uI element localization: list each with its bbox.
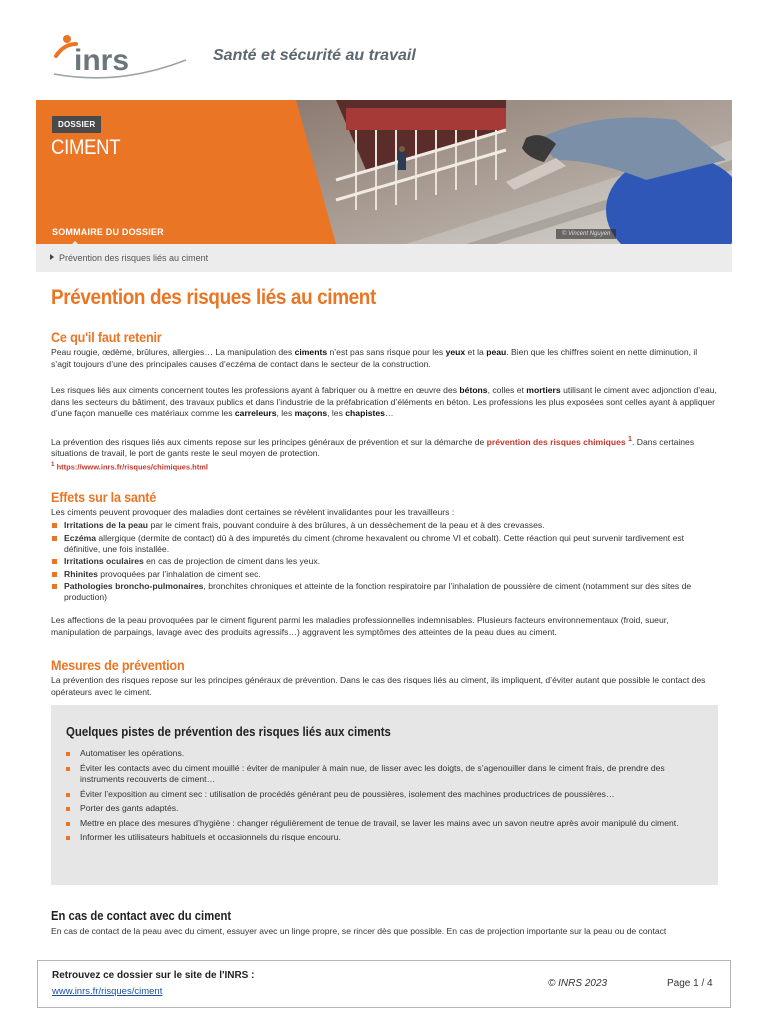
- paragraph-mesures-intro: La prévention des risques repose sur les principes généraux de prévention. Dans le cas des risques liés au ciment, ils impliquent, d’éviter autant que possible le contact des opérateurs avec le ciment.: [51, 675, 706, 697]
- paragraph-contact: En cas de contact de la peau avec du ciment, essuyer avec un linge propre, se rincer dès que possible. En cas de projection importante sur la peau ou de contact: [51, 926, 667, 936]
- dossier-title: CIMENT: [51, 136, 121, 159]
- list-item: [51, 520, 719, 531]
- sante-list: [51, 520, 719, 605]
- paragraph-retenir-2: [51, 385, 719, 420]
- paragraph-retenir-1: [51, 347, 719, 370]
- text-run: provoquées par l’inhalation de ciment sec.: [97, 568, 261, 579]
- bold-term: Eczéma: [64, 532, 97, 543]
- bold-term: mortiers: [526, 385, 561, 395]
- bold-term: ciments: [294, 347, 328, 357]
- text-run: en cas de projection de ciment dans les yeux.: [143, 556, 321, 566]
- paragraph-sante-outro: Les affections de la peau provoquées par le ciment figurent parmi les maladies professionnelles indemnisables. Plusieurs facteurs environnementaux (froid, sueur, manipulation de parpaings, lavage avec des produits agressifs…) aggravent les symptômes des atteintes de la peau dues au ciment.: [51, 615, 669, 637]
- bold-term: chapistes: [345, 408, 385, 418]
- text-run: . Bien que les chiffres soient en nette diminution, il s’agit toujours d’une des principales causes d’eczéma de contact dans le secteur de la construction.: [51, 347, 698, 369]
- prevention-box-list: [65, 748, 705, 847]
- list-item: Mettre en place des mesures d’hygiène : changer régulièrement de tenue de travail, se laver les mains avec un savon neutre après avoir manipulé du ciment.: [65, 818, 705, 830]
- footer-title: Retrouvez ce dossier sur le site de l'INRS :: [52, 970, 255, 981]
- page-footer: [37, 960, 731, 1008]
- text-run: Peau rougie, œdème, brûlures, allergies… La manipulation des: [51, 347, 295, 357]
- text-run: , colles et: [487, 385, 527, 395]
- list-item: [51, 533, 719, 555]
- text-run: Les risques liés aux ciments concernent toutes les professions ayant à fabriquer ou à mettre en œuvre des: [51, 385, 460, 395]
- text-run: utilisant le ciment avec adjonction d’eau, dans les secteurs du bâtiment, des travaux publics et dans l’industrie de la préfabrication d’éléments en béton. Les professions les plus exposées sont celles ayant à appliquer d’une façon manuelle ces matériaux comme les: [51, 385, 717, 418]
- prevention-box-title: Quelques pistes de prévention des risques liés aux ciments: [66, 724, 391, 739]
- footnote[interactable]: [51, 461, 208, 472]
- paragraph-sante-intro: Les ciments peuvent provoquer des maladies dont certaines se révèlent invalidantes pour les travailleurs :: [51, 507, 455, 517]
- list-item: Éviter l’exposition au ciment sec : utilisation de procédés générant peu de poussières, isolement des machines productrices de poussières…: [65, 789, 705, 801]
- heading-mesures: Mesures de prévention: [51, 657, 185, 673]
- dossier-tag: DOSSIER: [52, 116, 101, 133]
- text-run: n’est pas sans risque pour les: [327, 347, 446, 357]
- footer-page-number: Page 1 / 4: [667, 978, 713, 989]
- paragraph-retenir-3: [51, 434, 719, 460]
- page-title: Prévention des risques liés au ciment: [51, 286, 376, 309]
- sommaire-link[interactable]: SOMMAIRE DU DOSSIER: [52, 227, 164, 237]
- footnote-number: 1: [51, 461, 55, 468]
- list-item: [51, 569, 719, 580]
- heading-retenir: Ce qu'il faut retenir: [51, 329, 162, 345]
- footnote-url: https://www.inrs.fr/risques/chimiques.html: [56, 462, 208, 472]
- bold-term: peau: [486, 347, 507, 357]
- footer-link[interactable]: www.inrs.fr/risques/ciment: [52, 986, 163, 997]
- bold-term: bétons: [459, 385, 488, 395]
- logo-wordmark: inrs: [74, 44, 130, 77]
- breadcrumb-label: Prévention des risques liés au ciment: [59, 253, 209, 263]
- list-item: [51, 581, 719, 603]
- tagline: Santé et sécurité au travail: [213, 47, 416, 64]
- inrs-logo: [50, 30, 190, 82]
- text-run: . Dans certaines situations de travail, le port de gants reste le seul moyen de protection.: [51, 436, 695, 459]
- text-run: …: [384, 408, 394, 418]
- bold-term: carreleurs: [234, 408, 277, 418]
- list-item: Automatiser les opérations.: [65, 748, 705, 760]
- breadcrumb-bar: [36, 244, 732, 272]
- heading-sante: Effets sur la santé: [51, 489, 157, 505]
- bold-term: maçons: [294, 408, 328, 418]
- list-item: Éviter les contacts avec du ciment mouillé : éviter de manipuler à main nue, de lisser avec les doigts, de s’agenouiller dans le ciment frais, de prendre des instruments recouverts de ciment…: [65, 763, 705, 786]
- footnote-ref: 1: [628, 435, 633, 443]
- prevention-box: [51, 705, 718, 885]
- triangle-right-icon: [50, 254, 54, 260]
- text-run: et la: [465, 347, 487, 357]
- bold-term: yeux: [445, 347, 466, 357]
- list-item: Informer les utilisateurs habituels et occasionnels du risque encouru.: [65, 832, 705, 844]
- text-run: allergique (dermite de contact) dû à des impuretés du ciment (chrome hexavalent ou chrome VI et cobalt). Cette réaction qui peut survenir tardivement est définitive, une fois installée.: [64, 532, 685, 554]
- inline-link[interactable]: prévention des risques chimiques: [486, 436, 629, 447]
- dossier-banner: [36, 100, 732, 244]
- footer-copyright: © INRS 2023: [548, 978, 608, 989]
- bold-term: Irritations oculaires: [64, 556, 144, 566]
- text-run: par le ciment frais, pouvant conduire à des brûlures, à un dessèchement de la peau et à des crevasses.: [148, 520, 545, 530]
- list-item: [51, 556, 719, 567]
- text-run: , les: [276, 408, 295, 418]
- bold-term: Irritations de la peau: [64, 520, 149, 530]
- list-item: Porter des gants adaptés.: [65, 803, 705, 815]
- bold-term: Pathologies broncho-pulmonaires: [64, 581, 204, 591]
- bold-term: Rhinites: [64, 568, 98, 579]
- text-run: La prévention des risques liés aux ciments repose sur les principes généraux de prévention et sur la démarche de: [51, 436, 487, 447]
- text-run: , les: [327, 408, 346, 418]
- photo-credit: © Vincent Nguyen: [556, 229, 616, 239]
- construction-photo: [36, 100, 732, 244]
- heading-contact: En cas de contact avec du ciment: [51, 909, 232, 923]
- text-run: , bronchites chroniques et atteinte de la fonction respiratoire par l’inhalation de poussière de ciment (notamment sur des sites de production): [64, 581, 692, 602]
- breadcrumb-item[interactable]: [50, 253, 208, 263]
